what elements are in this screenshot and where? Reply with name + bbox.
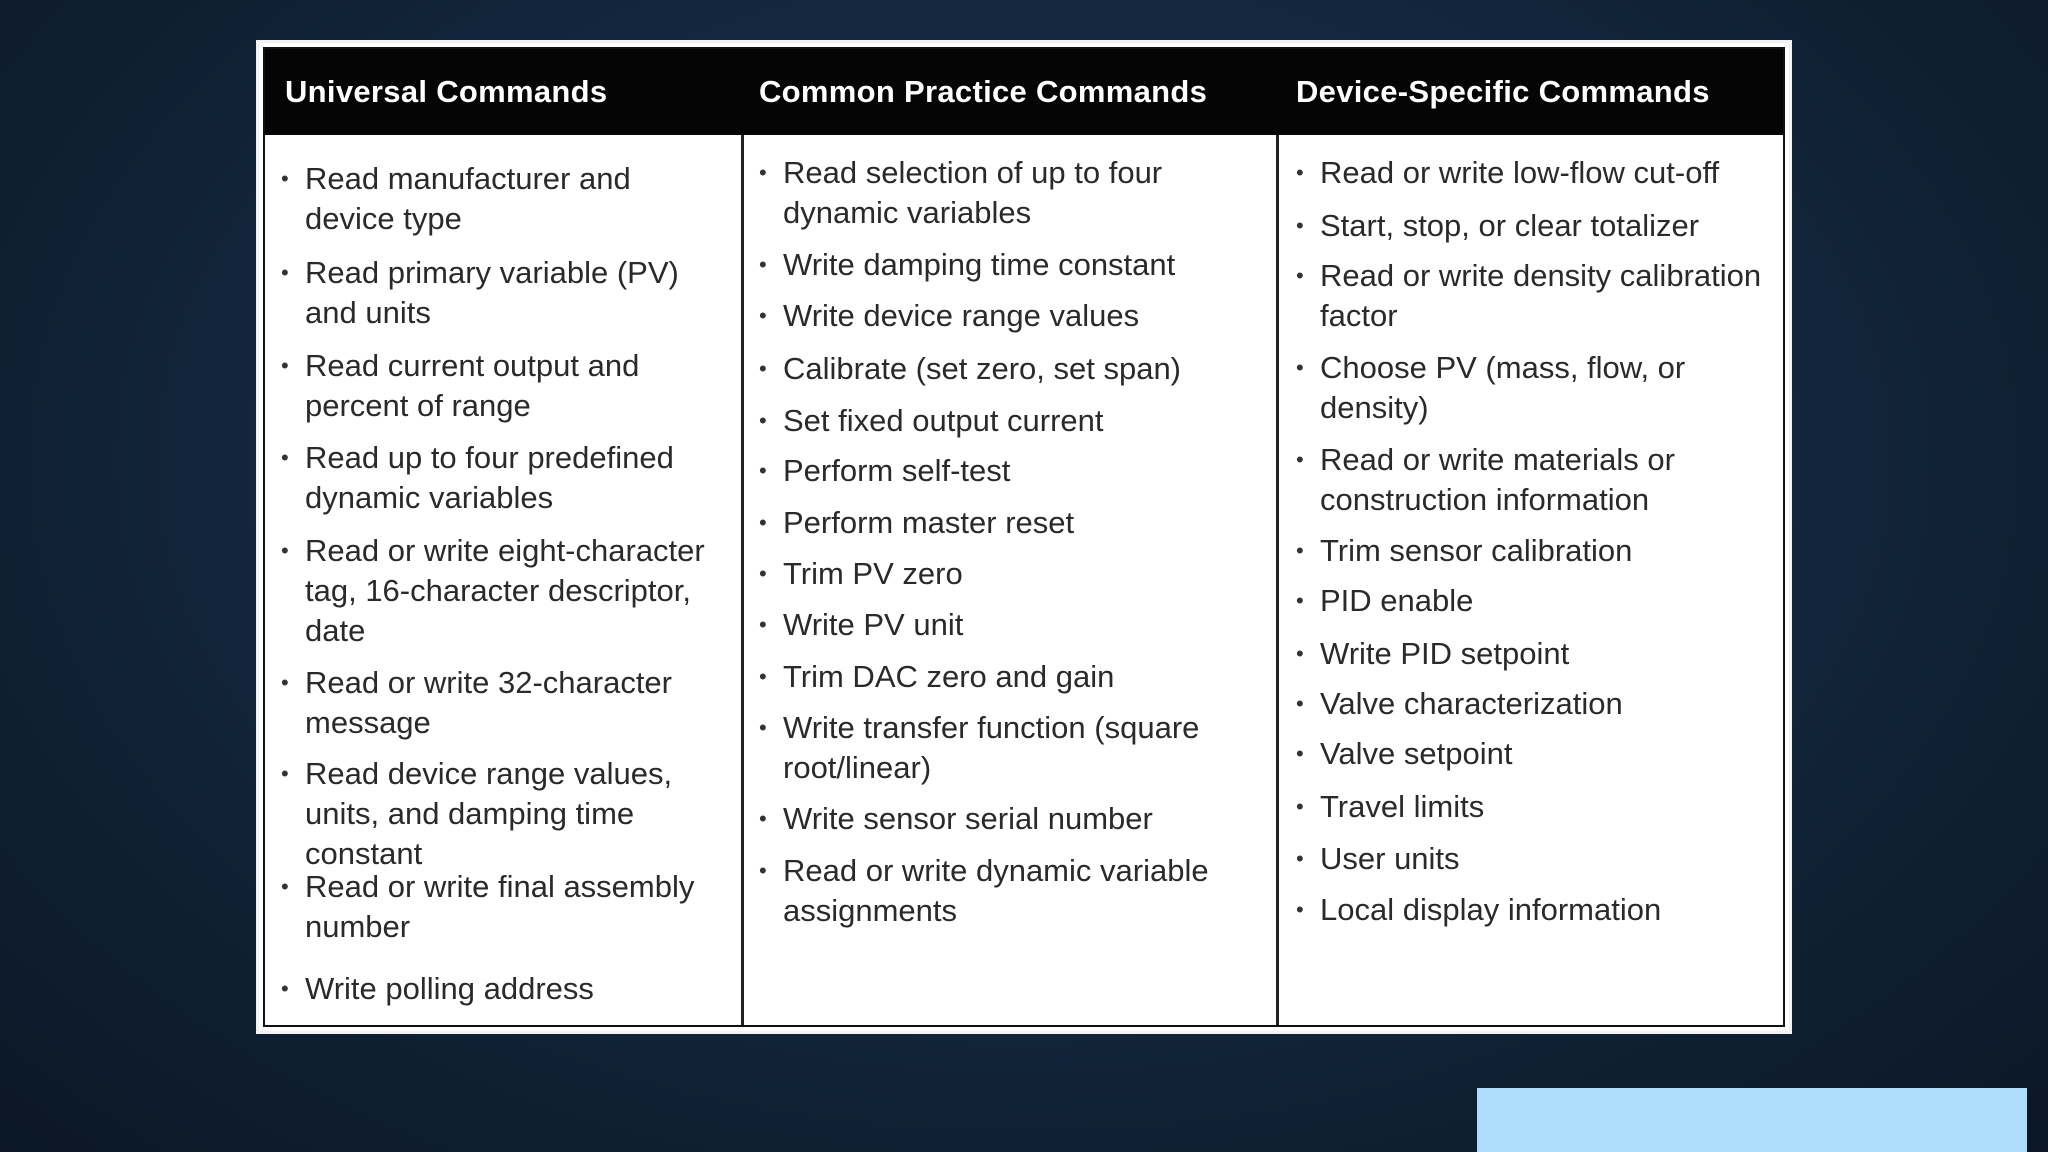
list-item-text: Valve characterization (1320, 686, 1623, 721)
command-table (256, 40, 1792, 1034)
list-item-text: Write PV unit (783, 607, 964, 642)
bullet-icon: • (281, 260, 289, 285)
list-item-text: density) (1320, 390, 1429, 425)
bullet-icon: • (1296, 160, 1304, 185)
bullet-icon: • (1296, 691, 1304, 716)
bullet-icon: • (281, 976, 289, 1001)
list-item-text: Read primary variable (PV) (305, 255, 679, 290)
bullet-icon: • (1296, 846, 1304, 871)
bullet-icon: • (759, 303, 767, 328)
list-item-text: Local display information (1320, 892, 1662, 927)
list-item-text: Start, stop, or clear totalizer (1320, 208, 1700, 243)
bullet-icon: • (759, 561, 767, 586)
header-device-specific-commands: Device-Specific Commands (1296, 74, 1710, 109)
list-item-text: dynamic variables (783, 195, 1032, 230)
list-item-text: Travel limits (1320, 789, 1485, 824)
bullet-icon: • (759, 408, 767, 433)
list-item-text: Read manufacturer and (305, 161, 631, 196)
corner-panel (1477, 1088, 2027, 1152)
list-item-text: date (305, 613, 366, 648)
list-item-text: Set fixed output current (783, 403, 1104, 438)
list-item-text: Read or write materials or (1320, 442, 1675, 477)
bullet-icon: • (759, 458, 767, 483)
list-item-text: Read or write density calibration (1320, 258, 1762, 293)
list-item-text: PID enable (1320, 583, 1474, 618)
list-item-text: Trim DAC zero and gain (783, 659, 1115, 694)
bullet-icon: • (281, 874, 289, 899)
bullet-icon: • (1296, 588, 1304, 613)
list-item-text: percent of range (305, 388, 531, 423)
list-item-text: assignments (783, 893, 958, 928)
list-item-text: tag, 16-character descriptor, (305, 573, 691, 608)
bullet-icon: • (1296, 794, 1304, 819)
list-item-text: Read up to four predefined (305, 440, 674, 475)
list-item-text: and units (305, 295, 431, 330)
bullet-icon: • (759, 356, 767, 381)
list-item-text: message (305, 705, 431, 740)
bullet-icon: • (1296, 213, 1304, 238)
bullet-icon: • (281, 445, 289, 470)
list-item-text: device type (305, 201, 462, 236)
list-item-text: Read device range values, (305, 756, 673, 791)
list-item-text: Read or write low-flow cut-off (1320, 155, 1720, 190)
list-item-text: Read or write 32-character (305, 665, 672, 700)
list-item-text: Perform self-test (783, 453, 1011, 488)
list-item-text: number (305, 909, 411, 944)
list-item-text: Read or write dynamic variable (783, 853, 1209, 888)
list-item-text: Read or write final assembly (305, 869, 695, 904)
bullet-icon: • (281, 166, 289, 191)
list-item-text: Write transfer function (square (783, 710, 1200, 745)
column-divider (1276, 135, 1279, 1025)
list-item-text: construction information (1320, 482, 1650, 517)
list-item-text: Choose PV (mass, flow, or (1320, 350, 1686, 385)
bullet-icon: • (1296, 538, 1304, 563)
list-item-text: Read current output and (305, 348, 640, 383)
bullet-icon: • (1296, 263, 1304, 288)
list-item-text: dynamic variables (305, 480, 554, 515)
list-item-text: Write damping time constant (783, 247, 1176, 282)
list-item-text: root/linear) (783, 750, 932, 785)
bullet-icon: • (281, 538, 289, 563)
bullet-icon: • (759, 160, 767, 185)
list-item-text: Perform master reset (783, 505, 1075, 540)
list-item-text: Write polling address (305, 971, 594, 1006)
list-item-text: Read selection of up to four (783, 155, 1163, 190)
list-item-text: Write device range values (783, 298, 1140, 333)
bullet-icon: • (759, 612, 767, 637)
header-universal-commands: Universal Commands (285, 74, 608, 109)
bullet-icon: • (759, 715, 767, 740)
bullet-icon: • (1296, 741, 1304, 766)
bullet-icon: • (759, 252, 767, 277)
table-header-row (265, 49, 1783, 135)
header-common-practice-commands: Common Practice Commands (759, 74, 1208, 109)
list-item-text: User units (1320, 841, 1460, 876)
bullet-icon: • (1296, 447, 1304, 472)
list-item-text: units, and damping time (305, 796, 635, 831)
bullet-icon: • (281, 761, 289, 786)
list-item-text: Trim sensor calibration (1320, 533, 1633, 568)
bullet-icon: • (1296, 355, 1304, 380)
list-item-text: Calibrate (set zero, set span) (783, 351, 1182, 386)
bullet-icon: • (281, 353, 289, 378)
bullet-icon: • (1296, 641, 1304, 666)
list-item-text: Write PID setpoint (1320, 636, 1570, 671)
bullet-icon: • (281, 670, 289, 695)
bullet-icon: • (759, 664, 767, 689)
list-item-text: Write sensor serial number (783, 801, 1153, 836)
bullet-icon: • (759, 510, 767, 535)
bullet-icon: • (759, 806, 767, 831)
list-item-text: factor (1320, 298, 1398, 333)
list-item-text: Trim PV zero (783, 556, 963, 591)
list-item-text: constant (305, 836, 423, 871)
bullet-icon: • (759, 858, 767, 883)
column-divider (741, 135, 744, 1025)
list-item-text: Valve setpoint (1320, 736, 1513, 771)
command-table-grid (263, 47, 1785, 1027)
bullet-icon: • (1296, 897, 1304, 922)
list-item-text: Read or write eight-character (305, 533, 705, 568)
